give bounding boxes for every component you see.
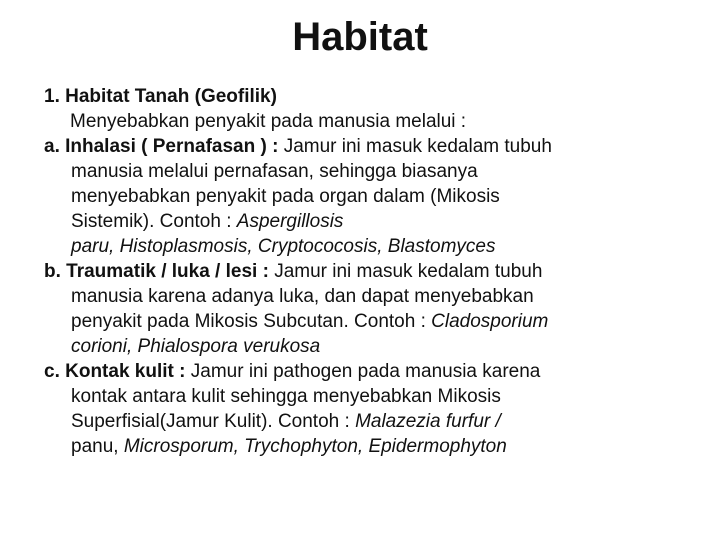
item-c-text-3: Superfisial(Jamur Kulit). Contoh : [71,411,356,432]
item-b-example-2: corioni, Phialospora verukosa [71,336,321,357]
slide-body [44,84,684,459]
item-a-text-2: manusia melalui pernafasan, sehingga biasanya [71,161,478,182]
item-b-example-1: Cladosporium [431,311,549,332]
item-c-text-4: panu, [71,436,124,457]
item-a-heading: a. Inhalasi ( Pernafasan ) : [44,136,284,157]
item-c-line-3 [44,409,684,434]
section-intro: Menyebabkan penyakit pada manusia melalui : [70,111,467,132]
item-c-text-2: kontak antara kulit sehingga menyebabkan Mikosis [71,386,501,407]
item-a-line-4 [44,209,684,234]
item-a-example-2: paru, Histoplasmosis, Cryptococosis, Blastomyces [71,236,496,257]
item-a-text-4: Sistemik). Contoh : [71,211,237,232]
item-a-first-line [44,134,684,159]
item-b-line-3 [44,309,684,334]
item-c-line-4 [44,434,684,459]
section-heading-geofilik: 1. Habitat Tanah (Geofilik) [44,86,277,107]
item-b-text-3: penyakit pada Mikosis Subcutan. Contoh : [71,311,432,332]
item-c-example-1: Malazezia furfur / [355,411,501,432]
item-c-first-line [44,359,684,384]
item-c-text-1: Jamur ini pathogen pada manusia karena [190,361,541,382]
slide-title: Habitat [292,15,428,59]
item-a-text-1: Jamur ini masuk kedalam tubuh [283,136,552,157]
item-b-heading: b. Traumatik / luka / lesi : [44,261,275,282]
item-a-text-3: menyebabkan penyakit pada organ dalam (Mikosis [71,186,500,207]
item-b-text-2: manusia karena adanya luka, dan dapat menyebabkan [71,286,534,307]
item-b-first-line [44,259,684,284]
item-c-example-2: Microsporum, Trychophyton, Epidermophyton [123,436,507,457]
item-b-text-1: Jamur ini masuk kedalam tubuh [274,261,543,282]
item-c-heading: c. Kontak kulit : [44,361,191,382]
item-a-example-1: Aspergillosis [236,211,344,232]
